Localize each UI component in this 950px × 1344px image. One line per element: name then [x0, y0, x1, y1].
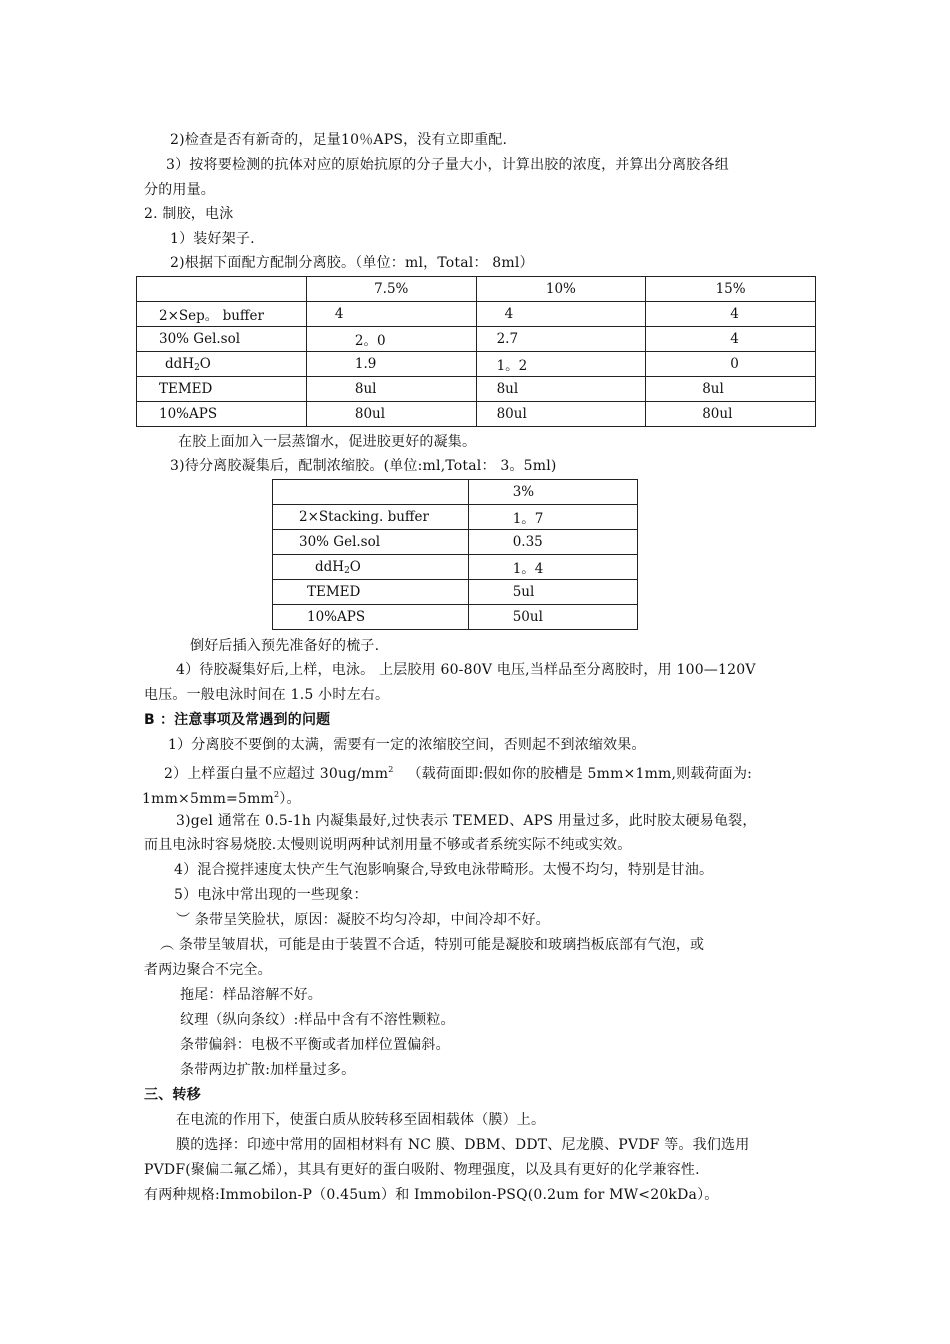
- text-span: 2）上样蛋白量不应超过 30ug/mm: [164, 766, 389, 782]
- table-cell: 10%APS: [137, 402, 307, 427]
- table-cell: 80ul: [306, 402, 476, 427]
- text-line: 3)待分离胶凝集后，配制浓缩胶。(单位:ml,Total： 3。5ml): [170, 458, 557, 474]
- table-cell: 1.9: [306, 352, 476, 377]
- table-cell: 8ul: [646, 377, 816, 402]
- table-row: [137, 402, 816, 427]
- table-cell: [137, 352, 307, 377]
- text-line: ︶ 条带呈笑脸状，原因：凝胶不均匀冷却，中间冷却不好。: [176, 912, 550, 928]
- text-line: 条带两边扩散:加样量过多。: [180, 1062, 356, 1078]
- table-cell: 1。4: [468, 555, 637, 580]
- text-line: 3）按将要检测的抗体对应的原始抗原的分子量大小，计算出胶的浓度，并算出分离胶各组: [166, 157, 729, 173]
- table-row: [273, 505, 638, 530]
- table-header-cell: 3%: [468, 480, 637, 505]
- table-header-cell: 10%: [476, 277, 646, 302]
- table-cell: 2.7: [476, 327, 646, 352]
- subscript: 2: [344, 565, 350, 576]
- table-cell: 30% Gel.sol: [137, 327, 307, 352]
- text-span: （载荷面即:假如你的胶槽是 5mm×1mm,则载荷面为:: [407, 766, 753, 782]
- text-line: 而且电泳时容易烧胶.太慢则说明两种试剂用量不够或者系统实际不纯或实效。: [144, 837, 632, 853]
- section-heading-b: B ：注意事项及常遇到的问题: [144, 712, 331, 728]
- table-cell: 4: [646, 302, 816, 327]
- table-cell: 80ul: [476, 402, 646, 427]
- stacking-gel-table: [272, 479, 638, 630]
- table-row: [273, 605, 638, 630]
- table-cell: 2×Stacking. buffer: [273, 505, 469, 530]
- table-cell: 4: [306, 302, 476, 327]
- table-cell: 4: [646, 327, 816, 352]
- text-line: 5）电泳中常出现的一些现象：: [174, 887, 368, 903]
- table-cell: 1。2: [476, 352, 646, 377]
- text-line: 分的用量。: [144, 182, 215, 198]
- text-line: ︵ 条带呈皱眉状，可能是由于装置不合适，特别可能是凝胶和玻璃挡板底部有气泡，或: [160, 937, 705, 953]
- superscript: 2: [388, 765, 394, 774]
- text-line: 1）分离胶不要倒的太满，需要有一定的浓缩胶空间，否则起不到浓缩效果。: [168, 737, 646, 753]
- ddh-tail: O: [349, 558, 361, 575]
- table-row: [137, 327, 816, 352]
- text-span: ）。: [279, 791, 301, 807]
- table-row: [137, 352, 816, 377]
- text-line: 拖尾：样品溶解不好。: [180, 987, 322, 1003]
- table-header-row: [273, 480, 638, 505]
- text-line: 4）待胶凝集好后,上样，电泳。 上层胶用 60-80V 电压,当样品至分离胶时，用 100—120V: [176, 662, 756, 678]
- subscript: 2: [194, 362, 200, 373]
- table-cell: 5ul: [468, 580, 637, 605]
- text-line: [164, 760, 752, 784]
- text-line: 膜的选择：印迹中常用的固相材料有 NC 膜、DBM、DDT、尼龙膜、PVDF 等。我们选用: [176, 1137, 750, 1153]
- table-cell: 8ul: [476, 377, 646, 402]
- superscript: 2: [274, 790, 280, 799]
- table-row: [137, 302, 816, 327]
- text-line: 有两种规格:Immobilon-P（0.45um）和 Immobilon-PSQ(0.2um for MW<20kDa）。: [144, 1187, 719, 1203]
- ddh-tail: O: [199, 355, 211, 372]
- table-cell: 50ul: [468, 605, 637, 630]
- table-cell: 0: [646, 352, 816, 377]
- separation-gel-table: [136, 276, 816, 427]
- table-header-cell: 15%: [646, 277, 816, 302]
- ddh-label: ddH: [315, 558, 345, 575]
- text-line: 者两边聚合不完全。: [144, 962, 272, 978]
- table-cell: 2×Sep。 buffer: [137, 302, 307, 327]
- table-cell: 4: [476, 302, 646, 327]
- text-line: 条带偏斜：电极不平衡或者加样位置偏斜。: [180, 1037, 450, 1053]
- table-cell: 80ul: [646, 402, 816, 427]
- table-row: [273, 580, 638, 605]
- table-row: [273, 530, 638, 555]
- text-line: 2)检查是否有新奇的，足量10％APS，没有立即重配.: [170, 132, 508, 148]
- table-row: [137, 377, 816, 402]
- section-heading-3: 三、转移: [144, 1087, 201, 1103]
- text-line: 4）混合搅拌速度太快产生气泡影响聚合,导致电泳带畸形。太慢不均匀，特别是甘油。: [174, 862, 714, 878]
- table-cell: 1。7: [468, 505, 637, 530]
- text-line: 2)根据下面配方配制分离胶。（单位：ml，Total： 8ml）: [170, 255, 534, 271]
- text-span: 1mm×5mm=5mm: [142, 791, 275, 807]
- text-line: 在电流的作用下，使蛋白质从胶转移至固相载体（膜）上。: [176, 1112, 546, 1128]
- text-line: 纹理（纵向条纹）:样品中含有不溶性颗粒。: [180, 1012, 455, 1028]
- table-cell: [137, 277, 307, 302]
- text-line: 电压。一般电泳时间在 1.5 小时左右。: [144, 687, 390, 703]
- table-cell: 2。0: [306, 327, 476, 352]
- section-heading-2: 2. 制胶，电泳: [144, 206, 234, 222]
- table-cell: TEMED: [273, 580, 469, 605]
- table-cell: [273, 480, 469, 505]
- text-line: [142, 785, 301, 809]
- ddh-label: ddH: [165, 355, 195, 372]
- text-line: PVDF(聚偏二氟乙烯），其具有更好的蛋白吸附、物理强度，以及具有更好的化学兼容性.: [144, 1162, 700, 1178]
- table-header-row: [137, 277, 816, 302]
- table-row: [273, 555, 638, 580]
- table-cell: [273, 555, 469, 580]
- text-line: 倒好后插入预先准备好的梳子.: [190, 638, 380, 654]
- text-line: 1）装好架子.: [170, 231, 255, 247]
- table-header-cell: 7.5%: [306, 277, 476, 302]
- table-cell: 30% Gel.sol: [273, 530, 469, 555]
- table-cell: TEMED: [137, 377, 307, 402]
- table-cell: 8ul: [306, 377, 476, 402]
- table-cell: 10%APS: [273, 605, 469, 630]
- text-line: 3)gel 通常在 0.5-1h 内凝集最好,过快表示 TEMED、APS 用量过多，此时胶太硬易龟裂，: [176, 813, 757, 829]
- table-cell: 0.35: [468, 530, 637, 555]
- text-line: 在胶上面加入一层蒸馏水，促进胶更好的凝集。: [178, 434, 477, 450]
